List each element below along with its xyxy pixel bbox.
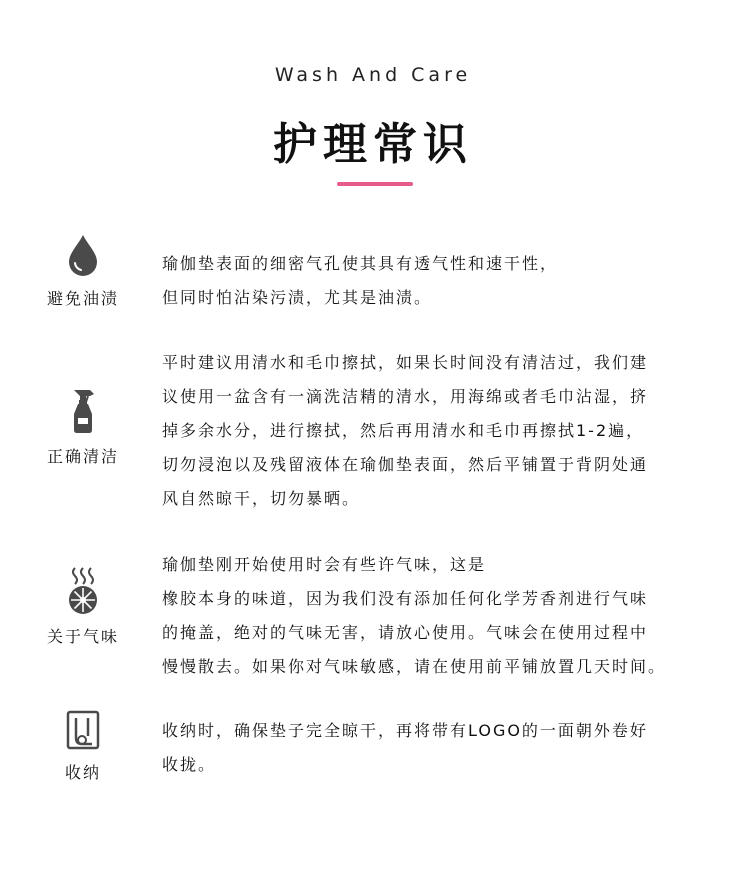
text-line: 慢慢散去。如果你对气味敏感，请在使用前平铺放置几天时间。	[162, 657, 667, 676]
text-line: 收拢。	[162, 755, 217, 774]
spray-bottle-icon	[60, 388, 106, 434]
page-subtitle: Wash And Care	[274, 64, 472, 86]
text-line: 风自然晾干，切勿暴晒。	[162, 489, 361, 508]
rolled-mat-icon	[60, 708, 106, 752]
text-line: 瑜伽垫刚开始使用时会有些许气味，这是	[162, 555, 487, 574]
section-label: 正确清洁	[46, 447, 119, 466]
section-text	[162, 548, 722, 684]
page-title: 护理常识	[273, 119, 473, 170]
odor-fan-icon	[60, 566, 106, 616]
section-text	[162, 247, 722, 315]
section-label: 收纳	[64, 763, 101, 782]
text-line: 议使用一盆含有一滴洗洁精的清水，用海绵或者毛巾沾湿，挤	[162, 387, 649, 406]
text-line: 平时建议用清水和毛巾擦拭，如果长时间没有清洁过，我们建	[162, 353, 649, 372]
text-line: 橡胶本身的味道，因为我们没有添加任何化学芳香剂进行气味	[162, 589, 649, 608]
text-line: 的掩盖，绝对的气味无害，请放心使用。气味会在使用过程中	[162, 623, 649, 642]
text-line: 切勿浸泡以及残留液体在瑜伽垫表面，然后平铺置于背阴处通	[162, 455, 649, 474]
text-line: 瑜伽垫表面的细密气孔使其具有透气性和速干性，	[162, 254, 559, 273]
water-drop-icon	[60, 232, 106, 278]
text-line: 掉多余水分，进行擦拭，然后再用清水和毛巾再擦拭1-2遍，	[162, 421, 645, 440]
title-underline	[337, 182, 413, 186]
section-label: 关于气味	[46, 627, 119, 646]
text-line: 收纳时，确保垫子完全晾干，再将带有LOGO的一面朝外卷好	[162, 721, 648, 740]
section-label: 避免油渍	[46, 289, 119, 308]
text-line: 但同时怕沾染污渍，尤其是油渍。	[162, 288, 433, 307]
section-text	[162, 346, 722, 516]
section-text	[162, 714, 722, 782]
